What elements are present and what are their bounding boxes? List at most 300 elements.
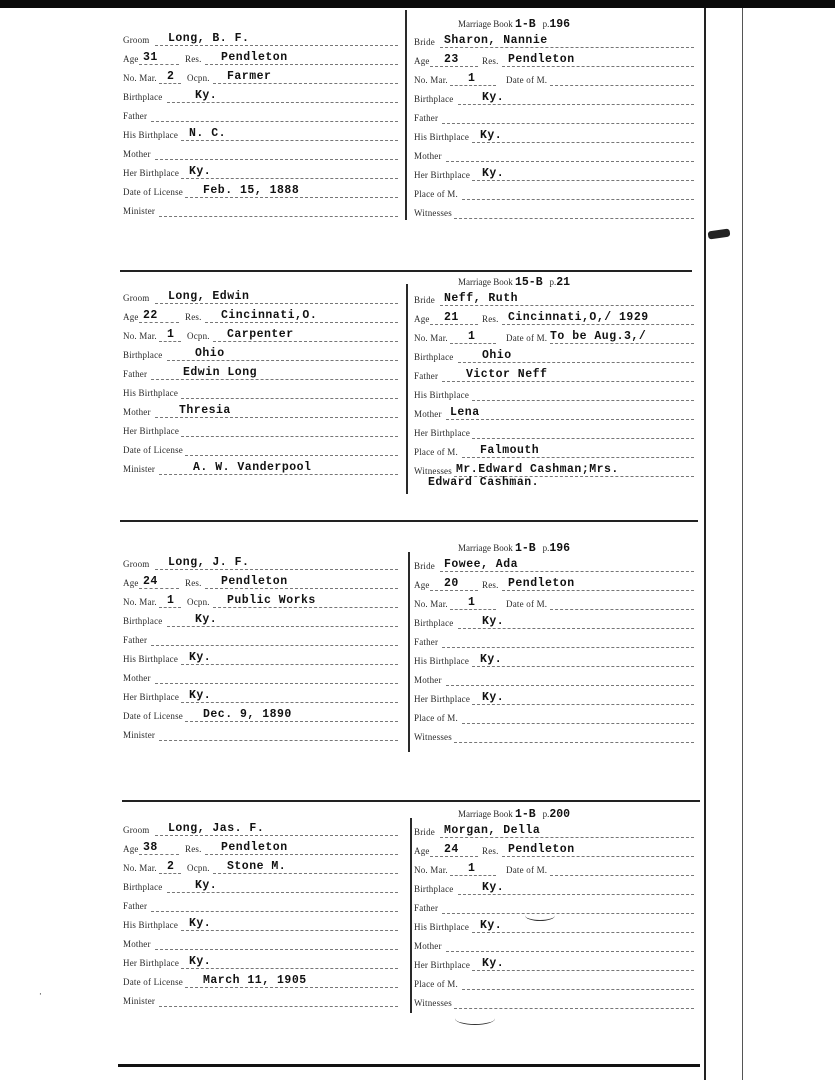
field-label: Mother [414, 151, 442, 161]
field-line [151, 645, 398, 646]
record-field [414, 556, 694, 574]
field-label: Date of License [123, 445, 183, 455]
record-field [123, 630, 398, 648]
record-field [123, 345, 398, 363]
date-of-license: March 11, 1905 [203, 974, 307, 987]
bride-fathers-birthplace: Ky. [480, 653, 503, 666]
field-line [502, 590, 694, 591]
bride-mothers-birthplace: Ky. [482, 167, 505, 180]
groom-mothers-birthplace: Ky. [189, 165, 212, 178]
record-field [123, 163, 398, 181]
field-label: Mother [123, 149, 151, 159]
field-label: Minister [123, 206, 156, 216]
record-field [123, 30, 398, 48]
record-field [123, 649, 398, 667]
field-label: Mother [123, 939, 151, 949]
field-line [502, 66, 694, 67]
record-field [123, 991, 398, 1009]
field-label: Her Birthplace [123, 958, 180, 968]
groom-age: 24 [143, 575, 158, 588]
groom-name: Long, Edwin [168, 290, 250, 303]
bride-residence: Pendleton [508, 53, 575, 66]
marriage-book-number: 1-B [514, 18, 543, 31]
bride-number-of-marriages: 1 [468, 330, 476, 343]
field-label: Res. [185, 578, 202, 588]
bride-number-of-marriages: 1 [468, 596, 476, 609]
groom-fathers-birthplace: Ky. [189, 917, 212, 930]
record-field [123, 611, 398, 629]
field-label: His Birthplace [123, 130, 179, 140]
record-field [123, 326, 398, 344]
field-line [458, 362, 694, 363]
record-field [123, 592, 398, 610]
field-label: Minister [123, 464, 156, 474]
field-label: Age [414, 314, 430, 324]
field-line [181, 968, 398, 969]
bride-card [414, 542, 694, 796]
groom-birthplace: Ky. [195, 613, 218, 626]
field-label: Place of M. [414, 979, 458, 989]
field-label: Ocpn. [187, 863, 210, 873]
field-label: No. Mar. [414, 333, 448, 343]
field-label: Age [414, 846, 430, 856]
field-line [155, 949, 398, 950]
witnesses-continued [414, 474, 694, 492]
field-line [151, 379, 398, 380]
field-label: No. Mar. [123, 863, 157, 873]
field-line [440, 47, 694, 48]
field-label: Her Birthplace [123, 426, 180, 436]
record-field [414, 404, 694, 422]
record-field [123, 554, 398, 572]
field-label: Her Birthplace [414, 170, 471, 180]
bride-fathers-birthplace: Ky. [480, 129, 503, 142]
field-line [462, 723, 694, 724]
bride-fathers-birthplace: Ky. [480, 919, 503, 932]
field-line [430, 590, 478, 591]
field-line [458, 104, 694, 105]
field-line [550, 875, 694, 876]
field-line [181, 398, 398, 399]
record-field [123, 953, 398, 971]
bride-number-of-marriages: 1 [468, 72, 476, 85]
marriage-book-reference [458, 18, 570, 31]
field-label: Age [414, 580, 430, 590]
page-right-border [704, 8, 706, 1080]
field-label: Age [123, 844, 139, 854]
field-line [472, 704, 694, 705]
field-label: Bride [414, 295, 435, 305]
record-field [414, 89, 694, 107]
scan-smudge [708, 229, 731, 240]
field-label: Father [414, 371, 439, 381]
field-label: Birthplace [123, 350, 163, 360]
marriage-book-number: 15-B [514, 276, 550, 289]
groom-age: 22 [143, 309, 158, 322]
field-label: Date of License [123, 711, 183, 721]
record-field [414, 385, 694, 403]
marriage-book-label: Marriage Book [458, 809, 513, 819]
record-field [123, 877, 398, 895]
field-label: Groom [123, 293, 150, 303]
field-label: Res. [482, 846, 499, 856]
field-label: Res. [482, 580, 499, 590]
record-field [414, 575, 694, 593]
field-label: Bride [414, 827, 435, 837]
field-line [159, 341, 181, 342]
record-field [123, 972, 398, 990]
witnesses: Mr.Edward Cashman;Mrs. [456, 463, 619, 476]
bride-card [414, 276, 694, 530]
record-field [414, 632, 694, 650]
field-label: Age [123, 54, 139, 64]
field-line [181, 178, 398, 179]
field-line [442, 913, 694, 914]
record-field [414, 613, 694, 631]
field-label: Birthplace [414, 884, 454, 894]
record-field [123, 934, 398, 952]
field-line [139, 588, 179, 589]
record-field [123, 687, 398, 705]
groom-name: Long, Jas. F. [168, 822, 265, 835]
record-field [414, 917, 694, 935]
record-field [414, 366, 694, 384]
card-4-column-divider [410, 818, 412, 1013]
bride-name: Neff, Ruth [444, 292, 519, 305]
field-label: Father [123, 369, 148, 379]
field-line [181, 140, 398, 141]
card-2-column-divider [406, 284, 408, 494]
bride-mother: Lena [450, 406, 480, 419]
field-label: No. Mar. [123, 331, 157, 341]
witnesses-continued [414, 216, 694, 234]
field-label: Minister [123, 730, 156, 740]
groom-mothers-birthplace: Ky. [189, 955, 212, 968]
field-line [450, 343, 496, 344]
field-line [472, 400, 694, 401]
field-line [185, 987, 398, 988]
field-line [446, 161, 694, 162]
field-line [430, 856, 478, 857]
field-label: Witnesses [414, 998, 452, 1008]
field-label: Mother [123, 407, 151, 417]
field-line [213, 341, 398, 342]
record-field [414, 184, 694, 202]
field-label: Birthplace [414, 352, 454, 362]
groom-occupation: Public Works [227, 594, 316, 607]
record-field [123, 106, 398, 124]
field-line [159, 740, 398, 741]
minister: A. W. Vanderpool [193, 461, 312, 474]
witnesses-continued [414, 1006, 694, 1024]
record-field [414, 594, 694, 612]
field-label: Date of M. [506, 75, 548, 85]
groom-age: 38 [143, 841, 158, 854]
groom-number-of-marriages: 2 [167, 70, 175, 83]
field-line [155, 683, 398, 684]
field-label: Date of License [123, 977, 183, 987]
field-line [550, 343, 694, 344]
field-line [155, 45, 398, 46]
bride-father: Victor Neff [466, 368, 548, 381]
field-label: His Birthplace [123, 388, 179, 398]
record-field [123, 858, 398, 876]
record-field [123, 125, 398, 143]
marriage-book-label: Marriage Book [458, 543, 513, 553]
page-number: 196 [549, 542, 571, 555]
field-label: Birthplace [414, 618, 454, 628]
field-line [205, 322, 398, 323]
field-line [472, 180, 694, 181]
record-field [123, 364, 398, 382]
witnesses-continued-text: Edward Cashman. [428, 476, 540, 489]
field-label: Bride [414, 37, 435, 47]
groom-birthplace: Ky. [195, 89, 218, 102]
page-number: 196 [549, 18, 571, 31]
place-of-marriage: Falmouth [480, 444, 540, 457]
field-line [550, 609, 694, 610]
field-label: Her Birthplace [123, 168, 180, 178]
field-line [440, 837, 694, 838]
record-field [414, 708, 694, 726]
marriage-book-reference [458, 808, 570, 821]
field-line [181, 436, 398, 437]
field-label: Date of M. [506, 333, 548, 343]
record-field [123, 87, 398, 105]
field-label: Date of M. [506, 865, 548, 875]
record-field [123, 144, 398, 162]
field-label: Mother [123, 673, 151, 683]
field-line [472, 932, 694, 933]
page-label: p. [542, 19, 550, 29]
record-field [414, 822, 694, 840]
record-field [123, 459, 398, 477]
record-field [414, 860, 694, 878]
record-field [123, 440, 398, 458]
field-line [139, 854, 179, 855]
record-field [414, 955, 694, 973]
record-field [123, 706, 398, 724]
field-line [472, 438, 694, 439]
field-label: Res. [185, 312, 202, 322]
record-field [414, 70, 694, 88]
groom-number-of-marriages: 1 [167, 594, 175, 607]
field-line [155, 303, 398, 304]
page-number: 200 [549, 808, 571, 821]
record-field [123, 915, 398, 933]
field-label: Her Birthplace [123, 692, 180, 702]
marriage-book-number: 1-B [514, 808, 543, 821]
groom-occupation: Stone M. [227, 860, 287, 873]
bride-card [414, 18, 694, 272]
field-line [462, 457, 694, 458]
record-field [414, 423, 694, 441]
date-of-marriage: To be Aug.3,/ [550, 330, 647, 343]
field-line [472, 142, 694, 143]
field-label: Groom [123, 825, 150, 835]
field-label: No. Mar. [414, 599, 448, 609]
field-line [185, 721, 398, 722]
field-label: Age [123, 578, 139, 588]
field-line [139, 64, 179, 65]
field-line [440, 305, 694, 306]
field-line [205, 588, 398, 589]
record-field [414, 936, 694, 954]
field-line [442, 647, 694, 648]
field-label: Witnesses [414, 466, 452, 476]
field-label: Father [414, 903, 439, 913]
groom-number-of-marriages: 2 [167, 860, 175, 873]
record-field [414, 290, 694, 308]
marriage-book-label: Marriage Book [458, 19, 513, 29]
bride-age: 24 [444, 843, 459, 856]
field-line [185, 455, 398, 456]
bride-birthplace: Ky. [482, 881, 505, 894]
field-label: His Birthplace [123, 920, 179, 930]
field-label: Ocpn. [187, 597, 210, 607]
record-field [123, 725, 398, 743]
page-number: 21 [556, 276, 571, 289]
marriage-book-label: Marriage Book [458, 277, 513, 287]
card-separator-3 [122, 800, 700, 802]
field-line [155, 569, 398, 570]
record-field [414, 309, 694, 327]
field-line [159, 1006, 398, 1007]
field-label: Date of License [123, 187, 183, 197]
page-right-border-outer [742, 8, 743, 1080]
field-label: Birthplace [123, 882, 163, 892]
field-label: Minister [123, 996, 156, 1006]
field-label: His Birthplace [414, 390, 470, 400]
field-line [502, 324, 694, 325]
bride-mothers-birthplace: Ky. [482, 691, 505, 704]
field-label: Groom [123, 559, 150, 569]
field-label: Res. [482, 314, 499, 324]
scan-speck: · [38, 990, 43, 999]
bride-age: 21 [444, 311, 459, 324]
groom-name: Long, B. F. [168, 32, 250, 45]
field-label: Birthplace [123, 92, 163, 102]
field-line [159, 873, 181, 874]
groom-mothers-birthplace: Ky. [189, 689, 212, 702]
field-line [450, 85, 496, 86]
scan-top-edge [0, 0, 835, 8]
field-label: Ocpn. [187, 73, 210, 83]
field-label: Bride [414, 561, 435, 571]
page-label: p. [542, 809, 550, 819]
field-label: Mother [414, 941, 442, 951]
field-line [181, 702, 398, 703]
field-label: Father [414, 637, 439, 647]
field-line [446, 951, 694, 952]
marriage-book-number: 1-B [514, 542, 543, 555]
witnesses-continued [414, 740, 694, 758]
field-line [151, 911, 398, 912]
groom-card [123, 554, 398, 794]
bride-age: 23 [444, 53, 459, 66]
field-line [430, 324, 478, 325]
groom-residence: Pendleton [221, 51, 288, 64]
record-field [414, 146, 694, 164]
field-label: Father [123, 635, 148, 645]
field-label: Ocpn. [187, 331, 210, 341]
field-line [458, 894, 694, 895]
field-label: No. Mar. [123, 73, 157, 83]
record-field [123, 383, 398, 401]
field-line [159, 607, 181, 608]
field-label: His Birthplace [414, 656, 470, 666]
record-field [414, 689, 694, 707]
field-line [462, 989, 694, 990]
field-label: Place of M. [414, 713, 458, 723]
bride-residence: Cincinnati,O,/ 1929 [508, 311, 649, 324]
field-label: Father [123, 901, 148, 911]
bride-birthplace: Ky. [482, 615, 505, 628]
field-line [446, 685, 694, 686]
field-line [213, 607, 398, 608]
field-line [458, 628, 694, 629]
groom-fathers-birthplace: N. C. [189, 127, 227, 140]
date-of-license: Feb. 15, 1888 [203, 184, 300, 197]
record-field [123, 573, 398, 591]
field-line [167, 360, 398, 361]
field-label: Groom [123, 35, 150, 45]
field-line [181, 664, 398, 665]
bride-number-of-marriages: 1 [468, 862, 476, 875]
bride-residence: Pendleton [508, 843, 575, 856]
bride-mothers-birthplace: Ky. [482, 957, 505, 970]
field-line [213, 873, 398, 874]
field-label: Res. [185, 844, 202, 854]
page-label: p. [542, 543, 550, 553]
record-field [123, 288, 398, 306]
bride-birthplace: Ky. [482, 91, 505, 104]
record-field [414, 670, 694, 688]
field-line [155, 835, 398, 836]
record-field [123, 307, 398, 325]
bride-name: Sharon, Nannie [444, 34, 548, 47]
bride-birthplace: Ohio [482, 349, 512, 362]
field-line [151, 121, 398, 122]
field-line [450, 875, 496, 876]
record-field [123, 49, 398, 67]
field-line [462, 199, 694, 200]
field-line [472, 666, 694, 667]
field-label: No. Mar. [414, 865, 448, 875]
page-label: p. [549, 277, 557, 287]
record-field [123, 68, 398, 86]
field-label: Birthplace [123, 616, 163, 626]
marriage-book-reference [458, 276, 570, 289]
card-3-column-divider [408, 552, 410, 752]
field-label: His Birthplace [414, 132, 470, 142]
field-line [159, 83, 181, 84]
record-field [414, 651, 694, 669]
field-label: Date of M. [506, 599, 548, 609]
field-line [440, 571, 694, 572]
field-line [442, 381, 694, 382]
record-field [123, 201, 398, 219]
field-label: Father [414, 113, 439, 123]
record-field [414, 879, 694, 897]
date-of-license: Dec. 9, 1890 [203, 708, 292, 721]
bride-age: 20 [444, 577, 459, 590]
record-field [414, 32, 694, 50]
groom-residence: Cincinnati,O. [221, 309, 318, 322]
field-label: Witnesses [414, 208, 452, 218]
groom-residence: Pendleton [221, 575, 288, 588]
field-label: Birthplace [414, 94, 454, 104]
